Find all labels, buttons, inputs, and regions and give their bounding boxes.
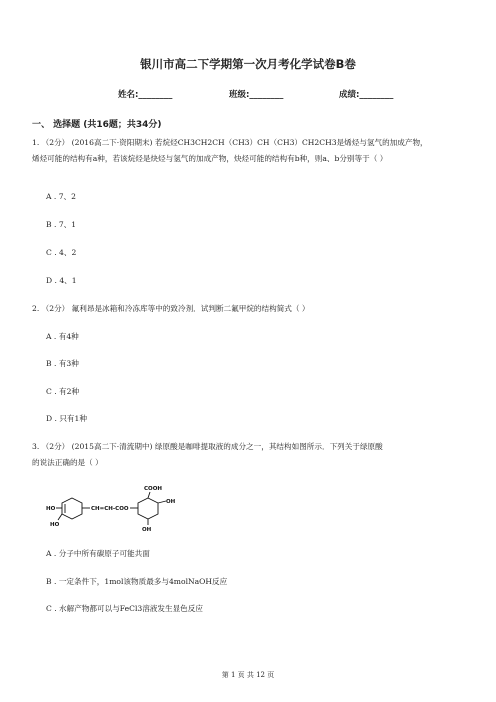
cyclohexane-ring — [138, 498, 158, 519]
question-text-line: 3. （2分） (2015高二下·清流期中) 绿原酸是咖啡提取液的成分之一，其结构如图所示．下列关于绿原酸 — [32, 442, 383, 451]
question-text-line: 1. （2分） (2016高二下·资阳期末) 若烷烃CH3CH2CH（CH3）CH（CH3）CH2CH3是烯烃与氢气的加成产物， — [32, 138, 428, 147]
class-field-label: 班级:________ — [229, 90, 284, 100]
exam-title: 银川市高二下学期第一次月考化学试卷B卷 — [140, 57, 356, 71]
option-a: A . 分子中所有碳原子可能共面 — [46, 549, 150, 558]
option-a: A . 7、2 — [46, 192, 76, 201]
ho-top-label: HO — [46, 506, 56, 512]
option-c: C . 4、2 — [46, 248, 77, 257]
option-c: C . 有2种 — [46, 387, 80, 396]
chain-label: CH=CH-COO — [91, 506, 129, 512]
bond-ho-bottom — [58, 514, 62, 520]
option-c: C . 水解产物都可以与FeCl3溶液发生显色反应 — [46, 604, 203, 613]
oh-bottom-label: OH — [142, 527, 152, 532]
option-b: B . 一定条件下，1mol该物质最多与4molNaOH反应 — [46, 577, 228, 586]
option-d: D . 4、1 — [46, 276, 77, 285]
ho-bottom-label: HO — [50, 522, 60, 528]
bond-cooh — [148, 492, 150, 498]
question-3 — [32, 439, 472, 471]
question-text-line: 的说法正确的是（ ） — [32, 458, 103, 467]
bond-oh-right — [158, 501, 166, 503]
question-2 — [32, 301, 472, 317]
option-b: B . 7、1 — [46, 220, 77, 229]
option-d: D . 只有1种 — [46, 414, 87, 423]
score-field-label: 成绩:________ — [339, 90, 394, 100]
question-text-line: 烯烃可能的结构有a种，若该烷烃是炔烃与氢气的加成产物，炔烃可能的结构有b种，则a、b分别等于（ ） — [32, 154, 388, 163]
section-heading: 一、 选择题 (共16题；共34分) — [32, 120, 162, 130]
cooh-label: COOH — [144, 486, 162, 492]
chlorogenic-acid-structure — [44, 482, 194, 532]
name-field-label: 姓名:________ — [118, 90, 173, 100]
question-1 — [32, 135, 472, 167]
question-text-line: 2. （2分） 氟利昂是冰箱和冷冻库等中的致冷剂．试判断二氟甲烷的结构简式（ ） — [32, 304, 310, 313]
page-number: 第 1 页 共 12 页 — [221, 671, 275, 679]
option-a: A . 有4种 — [46, 332, 79, 341]
oh-right-label: OH — [166, 499, 176, 505]
option-b: B . 有3种 — [46, 359, 79, 368]
